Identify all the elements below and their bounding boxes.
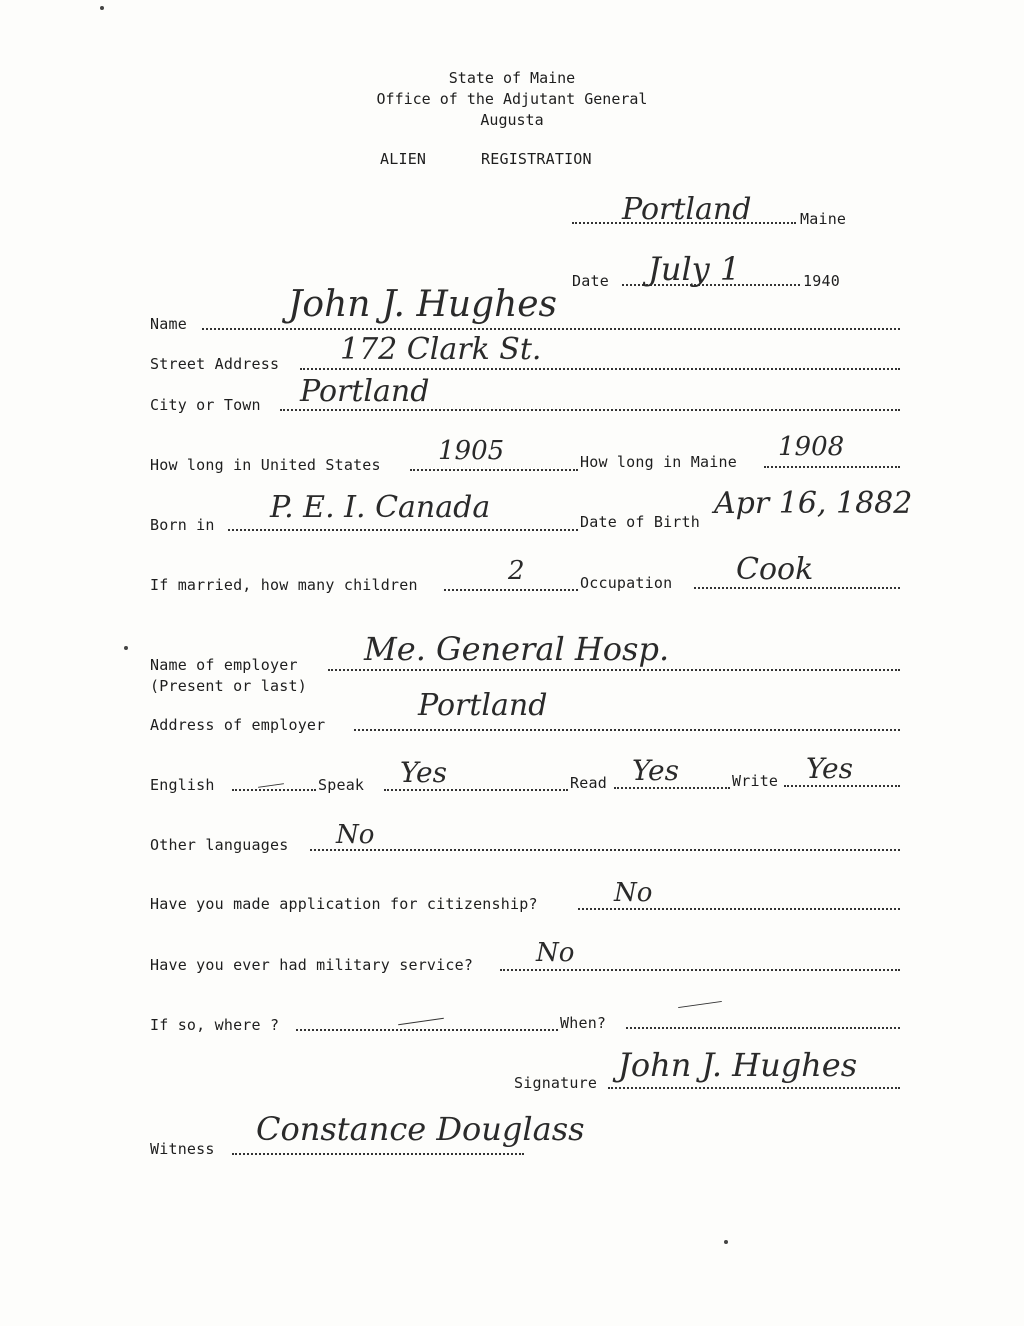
english-line	[232, 789, 316, 791]
employer-sublabel: (Present or last)	[150, 677, 307, 695]
place-value: Portland	[622, 192, 752, 227]
employer-value: Me. General Hosp.	[364, 630, 670, 668]
where-line	[296, 1029, 558, 1031]
city-line	[280, 409, 900, 411]
write-value: Yes	[806, 752, 853, 785]
other-lang-line	[310, 849, 900, 851]
employer-line	[328, 669, 900, 671]
street-line	[300, 368, 900, 370]
street-label: Street Address	[150, 355, 280, 373]
city-label: City or Town	[150, 396, 261, 414]
scan-speck	[100, 6, 104, 10]
scan-speck	[724, 1240, 728, 1244]
born-line	[228, 529, 578, 531]
read-label: Read	[570, 774, 607, 792]
date-value: July 1	[648, 250, 741, 288]
signature-value: John J. Hughes	[618, 1046, 858, 1084]
born-value: P. E. I. Canada	[270, 490, 491, 525]
where-tick-mark	[398, 1018, 444, 1025]
date-year: 1940	[803, 272, 840, 290]
english-label: English	[150, 776, 215, 794]
occupation-value: Cook	[736, 552, 814, 587]
us-time-label: How long in United States	[150, 456, 381, 474]
witness-line	[232, 1153, 524, 1155]
header-state: State of Maine	[448, 69, 576, 87]
military-line	[500, 969, 900, 971]
citizenship-label: Have you made application for citizenship?	[150, 895, 538, 913]
witness-label: Witness	[150, 1140, 215, 1158]
write-label: Write	[732, 772, 779, 790]
employer-addr-value: Portland	[418, 688, 548, 723]
read-line	[614, 787, 730, 789]
employer-label: Name of employer	[150, 656, 298, 674]
employer-addr-label: Address of employer	[150, 716, 326, 734]
me-time-value: 1908	[778, 432, 845, 462]
city-value: Portland	[300, 374, 430, 409]
me-time-line	[764, 466, 900, 468]
when-line	[626, 1027, 900, 1029]
occupation-line	[694, 587, 900, 589]
signature-line	[608, 1087, 900, 1089]
employer-addr-line	[354, 729, 900, 731]
witness-value: Constance Douglass	[256, 1110, 585, 1148]
header-city: Augusta	[480, 111, 544, 129]
citizenship-line	[578, 908, 900, 910]
occupation-label: Occupation	[580, 574, 673, 592]
name-line	[202, 328, 900, 330]
us-time-line	[410, 469, 578, 471]
children-value: 2	[508, 556, 525, 586]
born-label: Born in	[150, 516, 215, 534]
other-lang-value: No	[336, 820, 375, 850]
military-label: Have you ever had military service?	[150, 956, 474, 974]
military-value: No	[536, 938, 575, 968]
speak-line	[384, 789, 568, 791]
other-lang-label: Other languages	[150, 836, 289, 854]
place-suffix: Maine	[800, 210, 847, 228]
speak-label: Speak	[318, 776, 365, 794]
dob-label: Date of Birth	[580, 513, 700, 531]
speak-value: Yes	[400, 756, 447, 789]
name-value: John J. Hughes	[288, 284, 558, 325]
when-tick-mark	[678, 1001, 722, 1008]
scan-speck	[124, 646, 128, 650]
signature-label: Signature	[514, 1074, 598, 1092]
children-line	[444, 589, 578, 591]
header-title-registration: REGISTRATION	[481, 150, 592, 168]
name-label: Name	[150, 315, 187, 333]
dob-value: Apr 16, 1882	[714, 486, 913, 521]
me-time-label: How long in Maine	[580, 453, 737, 471]
header-office: Office of the Adjutant General	[376, 90, 648, 108]
write-line	[784, 785, 900, 787]
header-title-alien: ALIEN	[380, 150, 427, 168]
street-value: 172 Clark St.	[340, 332, 542, 367]
read-value: Yes	[632, 754, 679, 787]
when-label: When?	[560, 1014, 607, 1032]
children-label: If married, how many children	[150, 576, 418, 594]
date-label: Date	[572, 272, 609, 290]
us-time-value: 1905	[438, 436, 505, 466]
citizenship-value: No	[614, 878, 653, 908]
english-tick-mark	[258, 783, 284, 788]
where-label: If so, where ?	[150, 1016, 280, 1034]
